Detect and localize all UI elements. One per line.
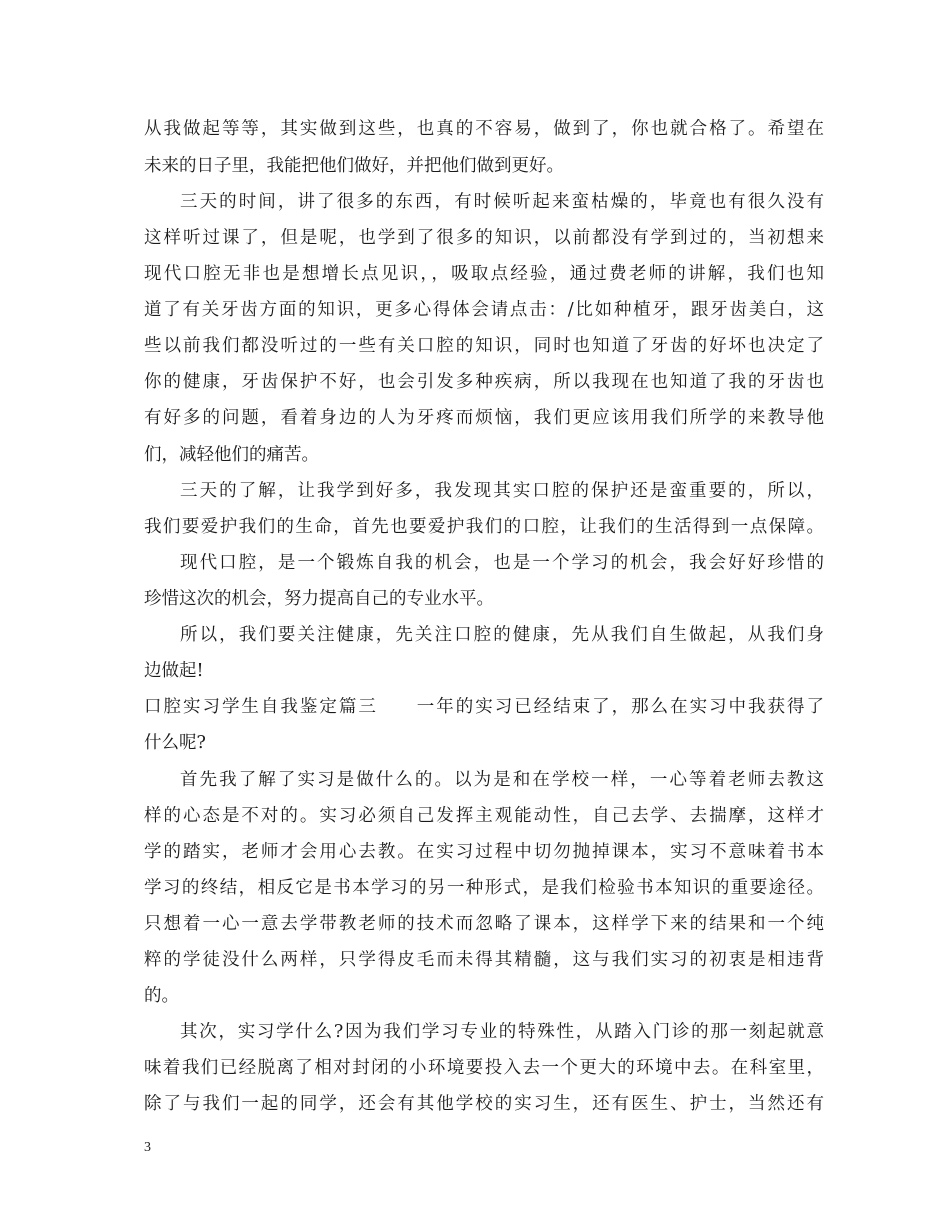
text-line: 你的健康，牙齿保护不好，也会引发多种疾病，所以我现在也知道了我的牙齿也 — [144, 372, 824, 392]
text-line: 学习的终结，相反它是书本学习的另一种形式，是我们检验书本知识的重要途径。 — [144, 878, 824, 898]
text-line: 粹的学徒没什么两样，只学得皮毛而未得其精髓，这与我们实习的初衷是相违背 — [144, 950, 824, 970]
text-line: 学的踏实，老师才会用心去教。在实习过程中切勿抛掉课本，实习不意味着书本 — [144, 842, 824, 862]
text-line: 样的心态是不对的。实习必须自己发挥主观能动性，自己去学、去揣摩，这样才 — [144, 806, 824, 826]
text-line: 只想着一心一意去学带教老师的技术而忽略了课本，这样学下来的结果和一个纯 — [144, 914, 824, 934]
text-line: 珍惜这次的机会，努力提高自己的专业水平。 — [144, 589, 494, 609]
section-heading-line: 口腔实习学生自我鉴定篇三 一年的实习已经结束了，那么在实习中我获得了 — [144, 697, 824, 717]
page-number: 3 — [144, 1140, 151, 1155]
text-line: 我们要爱护我们的生命，首先也要爱护我们的口腔，让我们的生活得到一点保障。 — [144, 517, 824, 537]
text-line: 从我做起等等，其实做到这些，也真的不容易，做到了，你也就合格了。希望在 — [144, 119, 824, 139]
text-line: 的。 — [144, 986, 179, 1006]
text-line: 现代口腔无非也是想增长点见识，，吸取点经验，通过费老师的讲解，我们也知 — [144, 264, 824, 284]
text-line: 道了有关牙齿方面的知识，更多心得体会请点击：/比如种植牙，跟牙齿美白，这 — [144, 300, 824, 320]
text-line: 所以，我们要关注健康，先关注口腔的健康，先从我们自生做起，从我们身 — [180, 625, 824, 645]
text-line: 有好多的问题，看着身边的人为牙疼而烦恼，我们更应该用我们所学的来教导他 — [144, 408, 824, 428]
text-line: 三天的时间，讲了很多的东西，有时候听起来蛮枯燥的，毕竟也有很久没有 — [180, 192, 824, 212]
text-line: 这样听过课了，但是呢，也学到了很多的知识，以前都没有学到过的，当初想来 — [144, 228, 824, 248]
text-line: 首先我了解了实习是做什么的。以为是和在学校一样，一心等着老师去教这 — [180, 770, 824, 790]
text-line: 除了与我们一起的同学，还会有其他学校的实习生，还有医生、护士，当然还有 — [144, 1094, 824, 1114]
text-line: 们，减轻他们的痛苦。 — [144, 445, 319, 465]
text-line: 些以前我们都没听过的一些有关口腔的知识，同时也知道了牙齿的好坏也决定了 — [144, 336, 824, 356]
text-line: 现代口腔，是一个锻炼自我的机会，也是一个学习的机会，我会好好珍惜的 — [180, 553, 824, 573]
text-line: 边做起! — [144, 661, 204, 681]
text-line: 三天的了解，让我学到好多，我发现其实口腔的保护还是蛮重要的，所以， — [180, 481, 824, 501]
text-line: 未来的日子里，我能把他们做好，并把他们做到更好。 — [144, 156, 564, 176]
text-line: 什么呢? — [144, 733, 206, 753]
text-line: 其次，实习学什么?因为我们学习专业的特殊性，从踏入门诊的那一刻起就意 — [180, 1022, 824, 1042]
text-line: 味着我们已经脱离了相对封闭的小环境要投入去一个更大的环境中去。在科室里， — [144, 1058, 824, 1078]
